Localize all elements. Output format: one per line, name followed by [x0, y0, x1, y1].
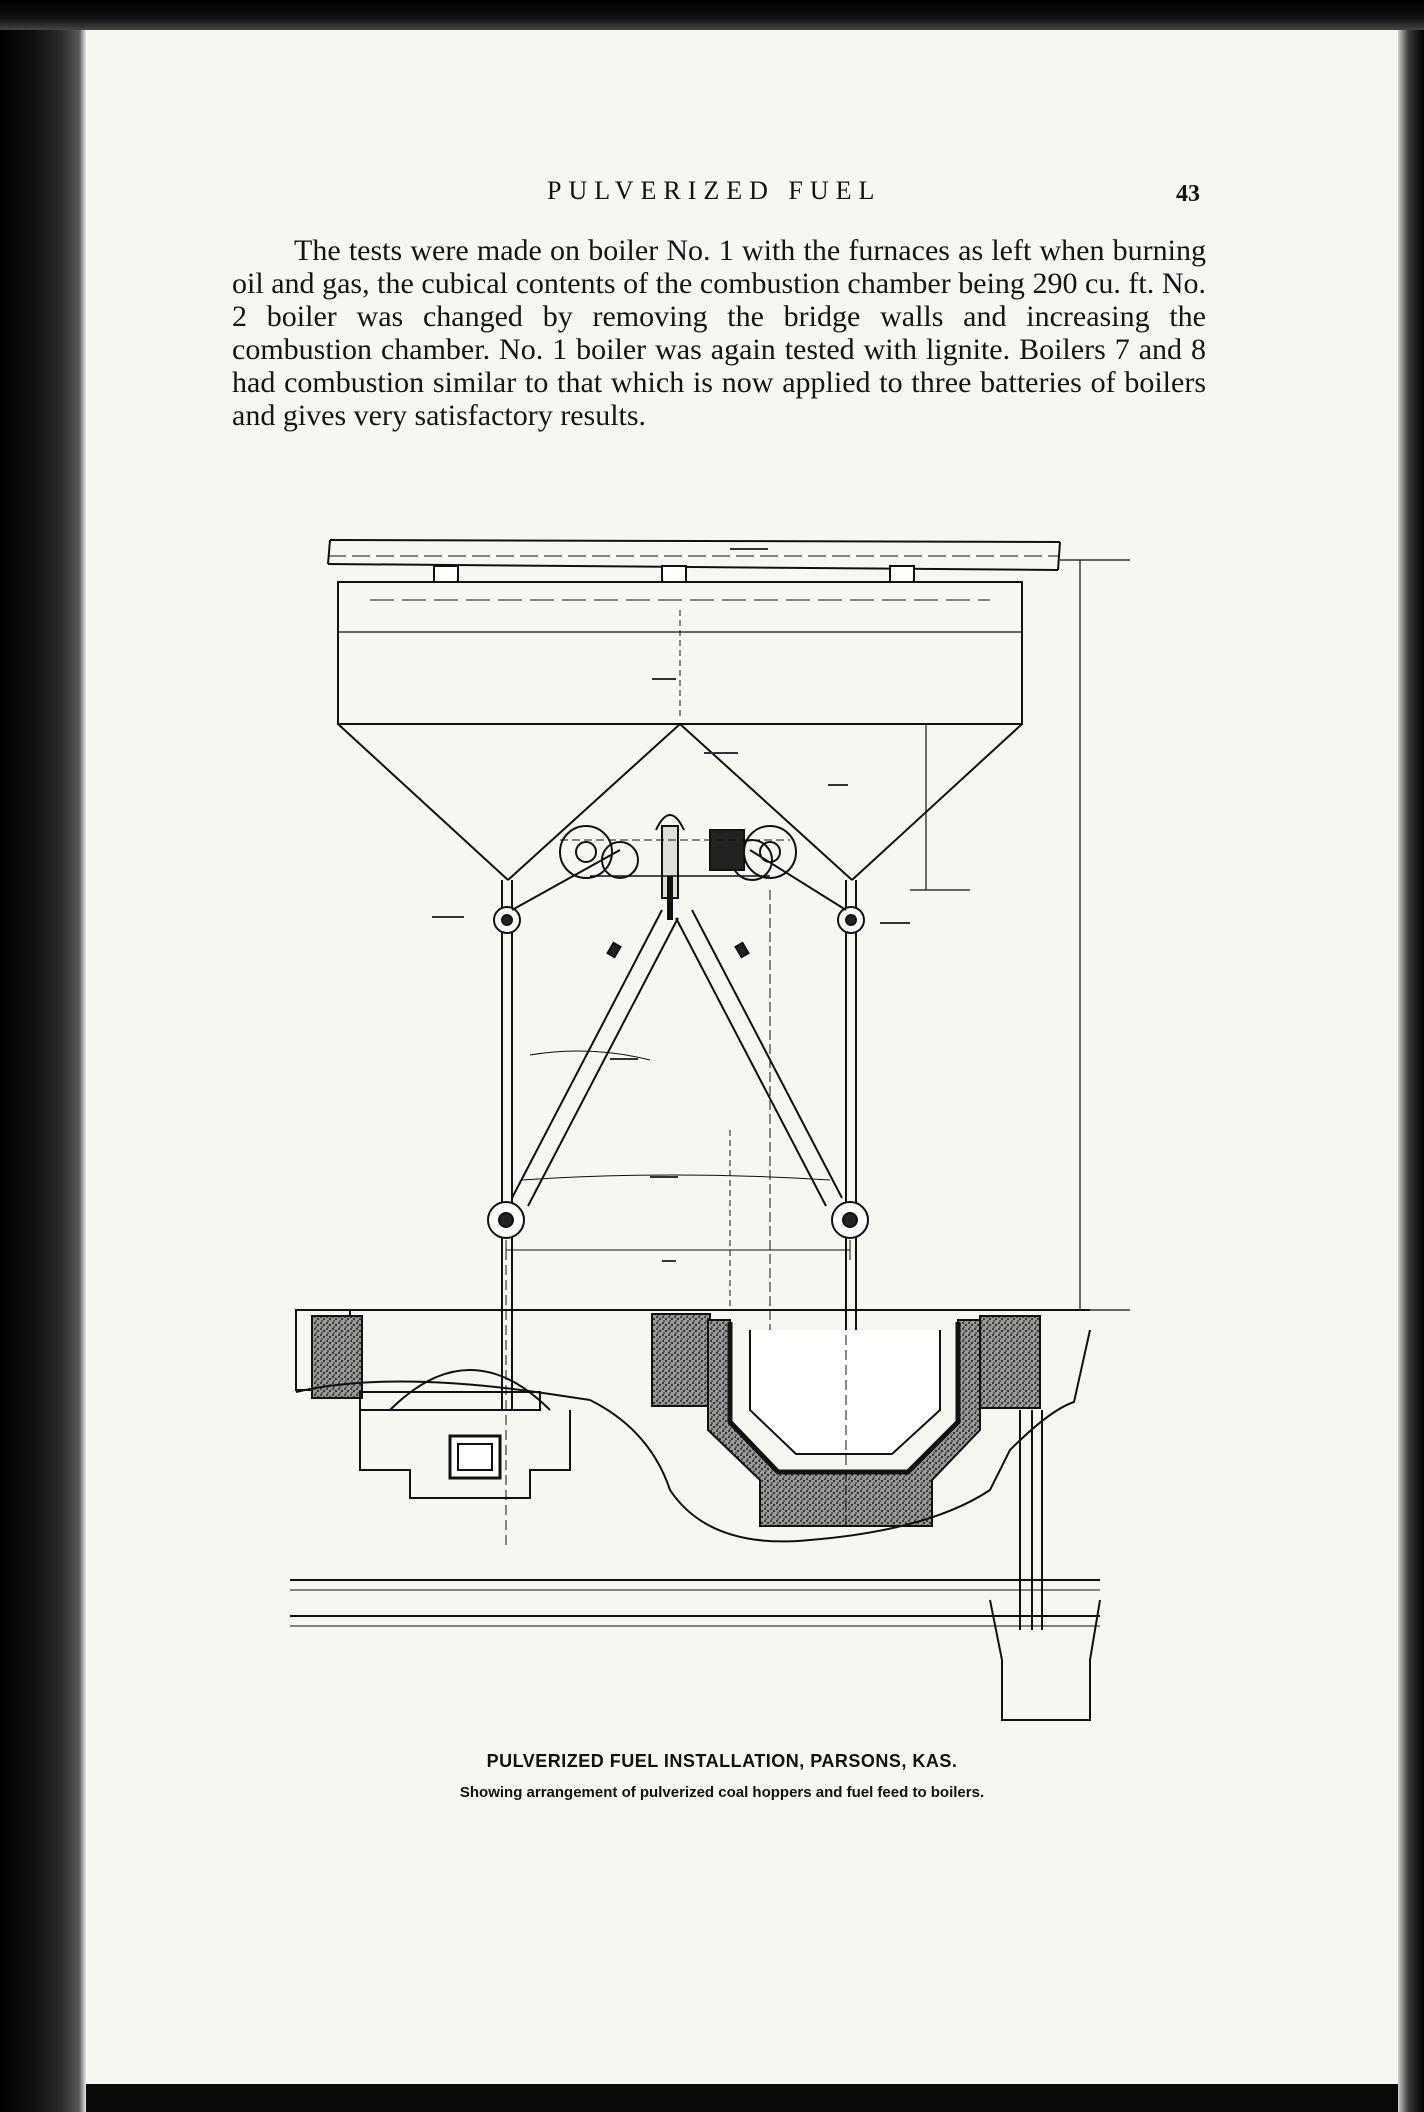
page-number: 43: [1176, 181, 1200, 207]
burner-nozzles: [488, 1202, 868, 1238]
installation-drawing: [290, 530, 1130, 1730]
blast-pipes: [512, 876, 842, 1206]
body-paragraph: The tests were made on boiler No. 1 with the furnaces as left when burning oil and gas, the cubical contents of the combustion chamber being 290 cu. ft. No. 2 boiler was changed by removing the bridge walls and increasing the combustion chamber. No. 1 boiler was again tested with lignite. Boilers 7 and 8 had combustion similar to that which is now applied to three batteries of boilers and gives very satisfactory results.: [232, 234, 1206, 432]
floor-foundation: [290, 1410, 1100, 1720]
dimension-lines: [910, 560, 1130, 1310]
boiler-setting: [296, 1310, 1090, 1541]
page-edge-top: [0, 0, 1424, 30]
coal-hopper: [338, 582, 1022, 880]
running-head: PULVERIZED FUEL: [547, 176, 882, 205]
figure-caption-title: PULVERIZED FUEL INSTALLATION, PARSONS, KAS.: [486, 1751, 958, 1771]
figure-caption-subtitle: Showing arrangement of pulverized coal hoppers and fuel feed to boilers.: [459, 1784, 985, 1801]
